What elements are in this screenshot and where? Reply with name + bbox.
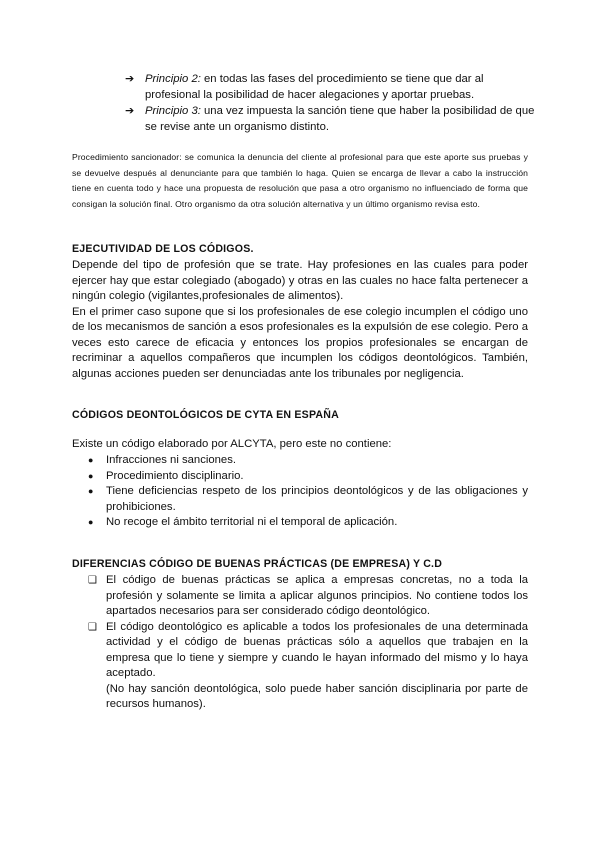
hollow-square-icon: ❑ bbox=[88, 575, 97, 586]
list-item: ● Infracciones ni sanciones. bbox=[88, 453, 528, 469]
list-item: ● No recoge el ámbito territorial ni el temporal de aplicación. bbox=[88, 515, 528, 531]
arrow-right-icon: ➔ bbox=[125, 73, 135, 85]
paragraph: Depende del tipo de profesión que se trate. Hay profesiones en las cuales para poder ejercer hay que estar colegiado (abogado) y otras en las cuales no hace falta pertenecer a ningún colegio (vigilantes,profesionales de alimentos). bbox=[72, 259, 528, 302]
closing-note: (No hay sanción deontológica, solo puede haber sanción disciplinaria por parte de recursos humanos). bbox=[106, 682, 528, 710]
bullet-icon: ● bbox=[88, 517, 94, 527]
bullet-icon: ● bbox=[88, 486, 94, 496]
principle-text: una vez impuesta la sanción tiene que haber la posibilidad de que se revise ante un organismo distinto. bbox=[145, 105, 535, 133]
list-item: ● Procedimiento disciplinario. bbox=[88, 469, 528, 485]
section-heading-codigos-cyta: CÓDIGOS DEONTOLÓGICOS DE CYTA EN ESPAÑA bbox=[72, 409, 339, 421]
list-item: ● Tiene deficiencias respeto de los principios deontológicos y de las obligaciones y prohibiciones. bbox=[88, 484, 528, 515]
principle-label: Principio 2: bbox=[145, 73, 201, 85]
section-intro: Existe un código elaborado por ALCYTA, pero este no contiene: bbox=[72, 438, 392, 450]
bullet-icon: ● bbox=[88, 470, 94, 481]
bullet-icon: ● bbox=[88, 455, 94, 465]
procedure-note: Procedimiento sancionador: se comunica la denuncia del cliente al profesional para que este aporte sus pruebas y se devuelve después al denunciante para que también lo haga. Quien se encarga de llevar a cabo la instrucción tiene en cuenta todo y hace una propuesta de resolución que pasa a otro organismo no influenciado de forma que consigan la solución final. Otro organismo da otra solución alternativa y un último organismo revisa esto. bbox=[72, 152, 528, 209]
list-item bbox=[125, 104, 535, 135]
item-text: El código deontológico es aplicable a todos los profesionales de una determinada actividad y el código de buenas prácticas sólo a aquellos que trabajen en la empresa que lo tiene y siempre y cuando le hayan informado del mismo y lo haya aceptado. bbox=[106, 620, 528, 679]
list-item bbox=[88, 620, 528, 713]
section-heading-diferencias: DIFERENCIAS CÓDIGO DE BUENAS PRÁCTICAS (DE EMPRESA) Y C.D bbox=[72, 558, 443, 570]
hollow-square-icon: ❑ bbox=[88, 621, 97, 633]
section-body-ejecutividad bbox=[72, 258, 528, 382]
checkbox-list bbox=[88, 573, 528, 713]
list-item: ❑ El código de buenas prácticas se aplica a empresas concretas, no a toda la profesión y solamente se limita a aplicar algunos principios. No contiene todos los apartados necesarios para ser considerado código deontológico. bbox=[88, 573, 528, 620]
paragraph: En el primer caso supone que si los profesionales de ese colegio incumplen el código uno de los mecanismos de sanción a esos profesionales es la expulsión de ese colegio. Pero a veces esto carece de eficacia y entonces los propios profesionales se encargan de recriminar a aquellos compañeros que incumplen los códigos deontológicos. También, algunas acciones pueden ser denunciadas ante los tribunales por negligencia. bbox=[72, 305, 528, 380]
section-heading-ejecutividad: EJECUTIVIDAD DE LOS CÓDIGOS. bbox=[72, 243, 254, 255]
principles-list bbox=[125, 72, 535, 136]
list-item bbox=[125, 72, 535, 103]
arrow-right-icon: ➔ bbox=[125, 105, 135, 117]
principle-label: Principio 3: bbox=[145, 105, 201, 117]
principle-text: en todas las fases del procedimiento se tiene que dar al profesional la posibilidad de hacer alegaciones y aportar pruebas. bbox=[145, 73, 484, 101]
bullet-list bbox=[88, 453, 528, 531]
